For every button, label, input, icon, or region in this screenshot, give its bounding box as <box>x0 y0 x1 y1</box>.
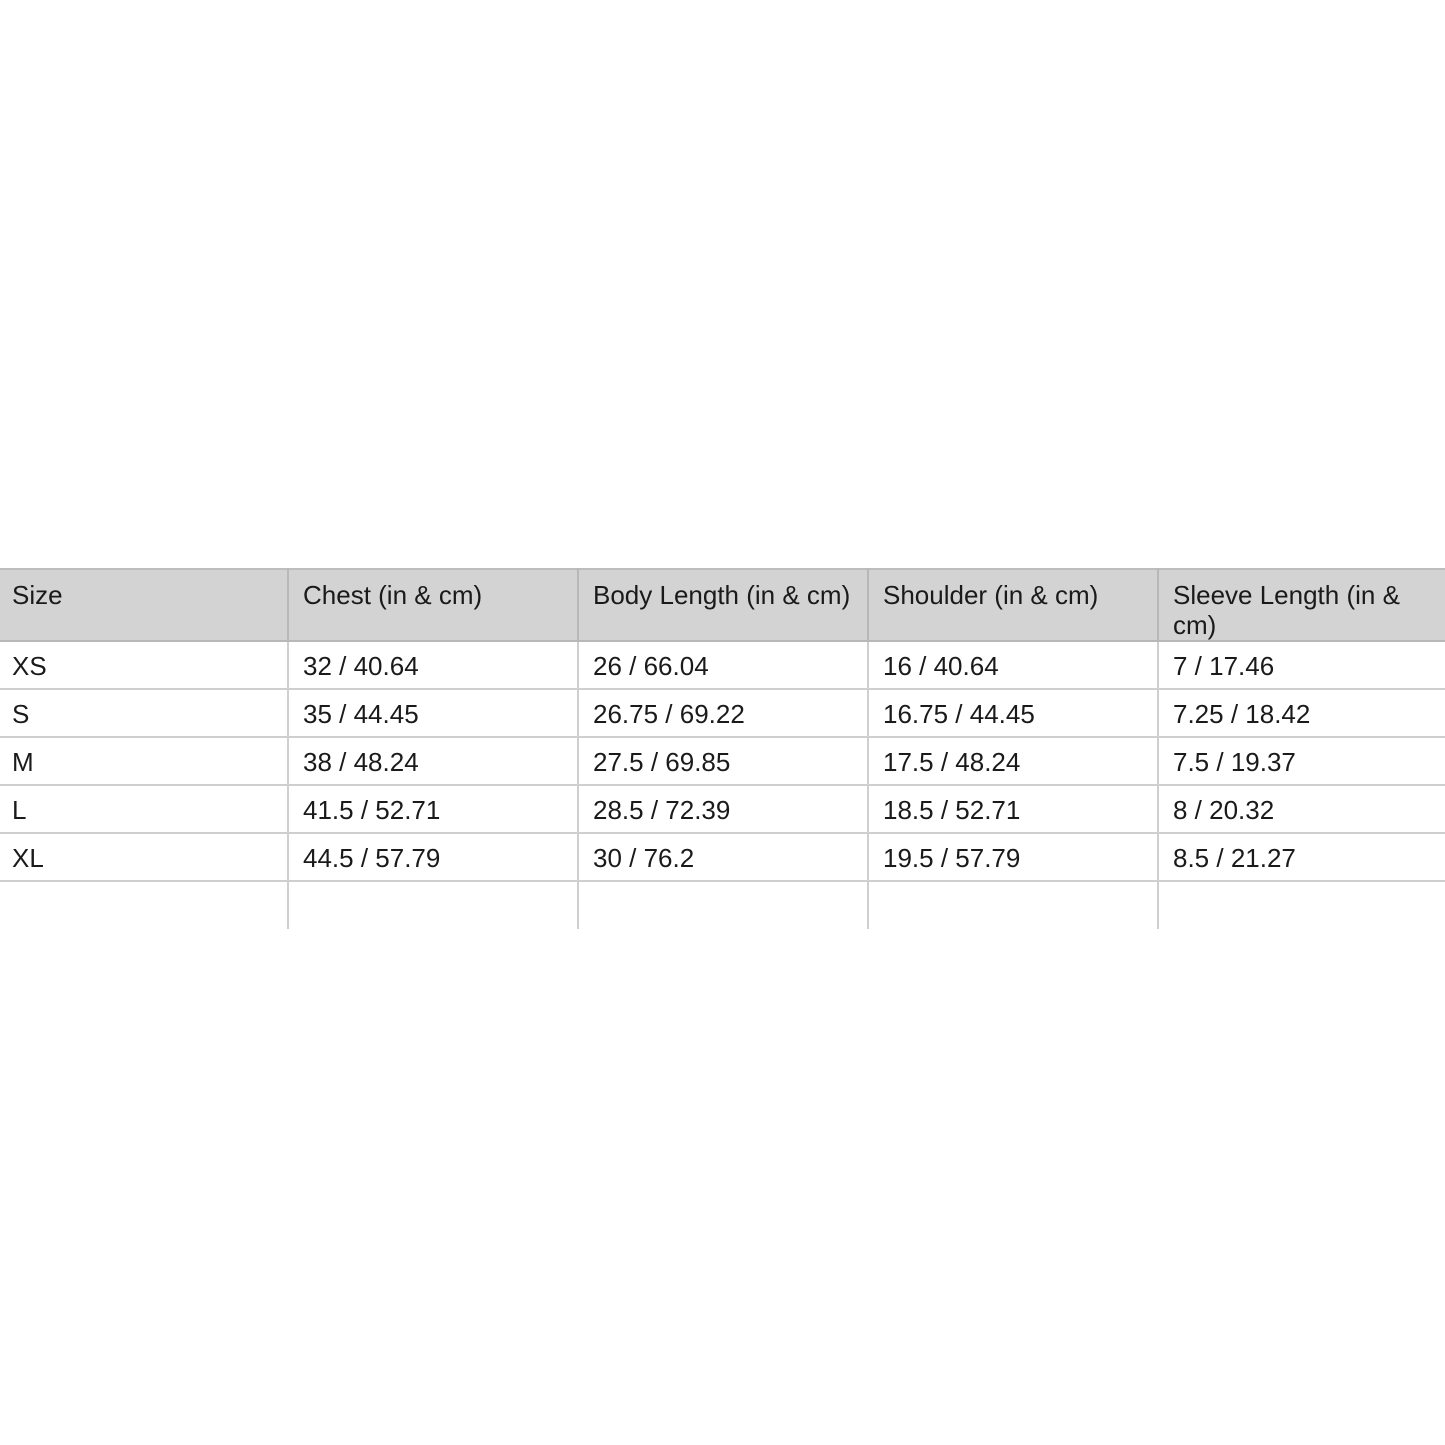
cell-body-length: 27.5 / 69.85 <box>578 737 868 785</box>
table-row-cut-off <box>0 881 1445 929</box>
table-row <box>0 641 1445 689</box>
table-body <box>0 641 1445 929</box>
cell-body-length: 28.5 / 72.39 <box>578 785 868 833</box>
table-row <box>0 689 1445 737</box>
cut-off-cell <box>578 881 868 929</box>
cell-shoulder: 16 / 40.64 <box>868 641 1158 689</box>
cell-chest: 44.5 / 57.79 <box>288 833 578 881</box>
cell-body-length: 30 / 76.2 <box>578 833 868 881</box>
cut-off-cell <box>1158 881 1445 929</box>
cell-size: S <box>0 689 288 737</box>
cell-body-length: 26 / 66.04 <box>578 641 868 689</box>
cell-shoulder: 17.5 / 48.24 <box>868 737 1158 785</box>
table-row <box>0 833 1445 881</box>
table-row <box>0 737 1445 785</box>
header-body-length: Body Length (in & cm) <box>578 569 868 641</box>
cut-off-cell <box>868 881 1158 929</box>
cell-sleeve-length: 8 / 20.32 <box>1158 785 1445 833</box>
cell-sleeve-length: 7 / 17.46 <box>1158 641 1445 689</box>
table-header <box>0 569 1445 641</box>
cell-size: M <box>0 737 288 785</box>
cell-shoulder: 19.5 / 57.79 <box>868 833 1158 881</box>
cell-size: XL <box>0 833 288 881</box>
cut-off-cell <box>0 881 288 929</box>
cell-chest: 32 / 40.64 <box>288 641 578 689</box>
cell-shoulder: 16.75 / 44.45 <box>868 689 1158 737</box>
cell-shoulder: 18.5 / 52.71 <box>868 785 1158 833</box>
cell-body-length: 26.75 / 69.22 <box>578 689 868 737</box>
header-shoulder: Shoulder (in & cm) <box>868 569 1158 641</box>
cell-size: XS <box>0 641 288 689</box>
cell-size: L <box>0 785 288 833</box>
header-row <box>0 569 1445 641</box>
cell-chest: 38 / 48.24 <box>288 737 578 785</box>
header-sleeve-length: Sleeve Length (in & cm) <box>1158 569 1445 641</box>
header-chest: Chest (in & cm) <box>288 569 578 641</box>
cell-chest: 41.5 / 52.71 <box>288 785 578 833</box>
cell-sleeve-length: 7.25 / 18.42 <box>1158 689 1445 737</box>
cell-sleeve-length: 8.5 / 21.27 <box>1158 833 1445 881</box>
size-chart-table <box>0 568 1445 929</box>
table-row <box>0 785 1445 833</box>
cell-sleeve-length: 7.5 / 19.37 <box>1158 737 1445 785</box>
cut-off-cell <box>288 881 578 929</box>
cell-chest: 35 / 44.45 <box>288 689 578 737</box>
header-size: Size <box>0 569 288 641</box>
